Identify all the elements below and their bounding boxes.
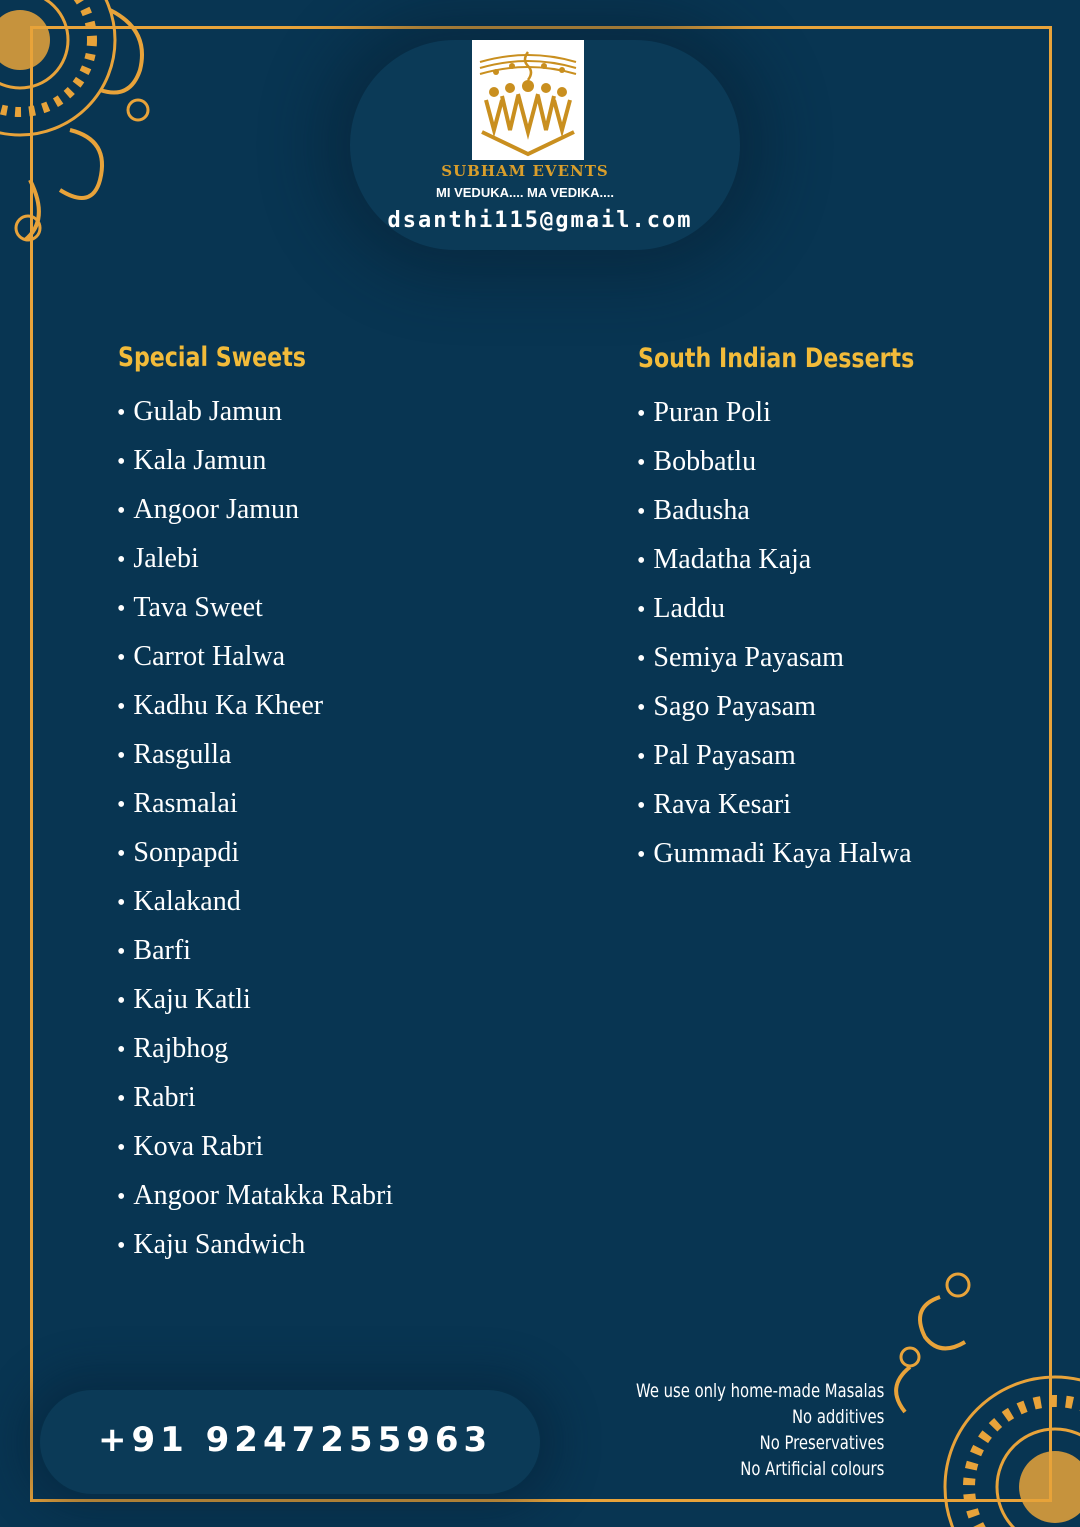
menu-item: • Kadhu Ka Kheer: [117, 688, 393, 737]
special-sweets-title: Special Sweets: [118, 342, 306, 373]
note-preservatives: No Preservatives: [759, 1432, 884, 1454]
contact-phone[interactable]: +91 9247255963: [98, 1420, 493, 1460]
music-notes-people-icon: [472, 40, 584, 160]
note-colours: No Artificial colours: [739, 1458, 884, 1480]
menu-item: • Angoor Jamun: [117, 492, 393, 541]
brand-tagline: MI VEDUKA.... MA VEDIKA....: [436, 185, 614, 200]
menu-item: • Kaju Katli: [117, 982, 393, 1031]
menu-item: • Sonpapdi: [117, 835, 393, 884]
menu-item: • Sago Payasam: [637, 689, 912, 738]
menu-item: • Semiya Payasam: [637, 640, 912, 689]
menu-item: • Kaju Sandwich: [117, 1227, 393, 1276]
menu-item: • Laddu: [637, 591, 912, 640]
mandala-corner-top-left-icon: [0, 0, 170, 260]
menu-item: • Rasgulla: [117, 737, 393, 786]
menu-item: • Gummadi Kaya Halwa: [637, 836, 912, 885]
menu-item: • Rava Kesari: [637, 787, 912, 836]
note-additives: No additives: [791, 1406, 884, 1428]
menu-item: • Rabri: [117, 1080, 393, 1129]
quality-notes: [566, 1378, 884, 1482]
menu-item: • Kala Jamun: [117, 443, 393, 492]
menu-item: • Jalebi: [117, 541, 393, 590]
menu-item: • Angoor Matakka Rabri: [117, 1178, 393, 1227]
special-sweets-list: [117, 394, 393, 1276]
menu-item: • Pal Payasam: [637, 738, 912, 787]
brand-name: SUBHAM EVENTS: [441, 162, 609, 180]
menu-item: • Bobbatlu: [637, 444, 912, 493]
menu-item: • Rasmalai: [117, 786, 393, 835]
menu-item: • Gulab Jamun: [117, 394, 393, 443]
south-indian-desserts-list: [637, 395, 912, 885]
contact-email[interactable]: dsanthi115@gmail.com: [387, 208, 693, 233]
menu-item: • Kalakand: [117, 884, 393, 933]
brand-logo: [472, 40, 584, 160]
menu-item: • Puran Poli: [637, 395, 912, 444]
note-masalas: We use only home-made Masalas: [635, 1380, 884, 1402]
menu-item: • Carrot Halwa: [117, 639, 393, 688]
menu-item: • Kova Rabri: [117, 1129, 393, 1178]
menu-item: • Tava Sweet: [117, 590, 393, 639]
menu-item: • Madatha Kaja: [637, 542, 912, 591]
menu-item: • Badusha: [637, 493, 912, 542]
menu-item: • Rajbhog: [117, 1031, 393, 1080]
menu-item: • Barfi: [117, 933, 393, 982]
mandala-corner-bottom-right-icon: [880, 1267, 1080, 1527]
south-indian-desserts-title: South Indian Desserts: [638, 343, 915, 374]
